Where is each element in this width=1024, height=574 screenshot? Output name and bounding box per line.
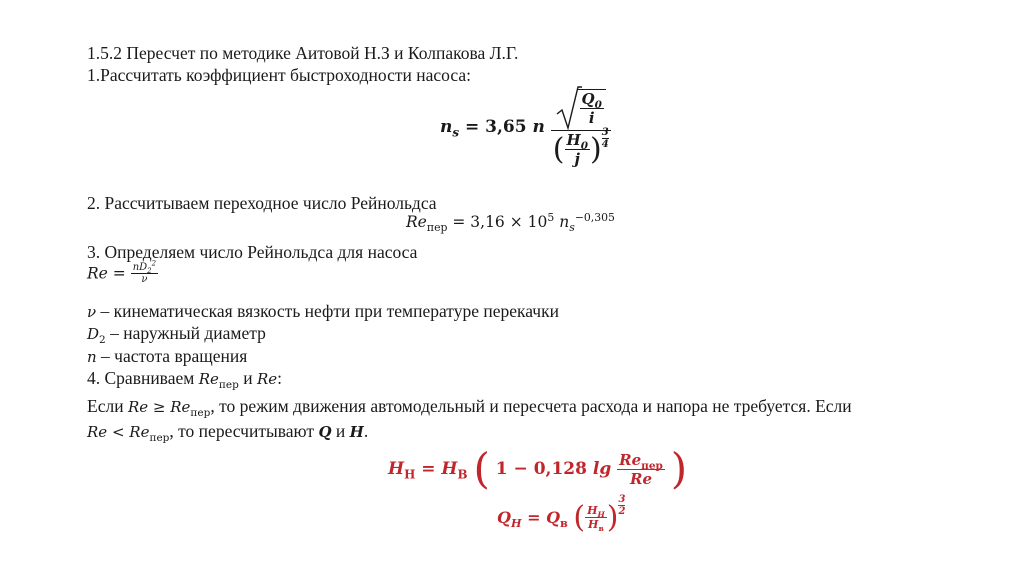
heading: 1.5.2 Пересчет по методике Аитовой Н.З и Колпакова Л.Г.	[87, 43, 519, 63]
condition-line-2: $Re < Re_{пер}$, то пересчитывают Q и H.	[87, 421, 369, 444]
step-1-text: 1.Рассчитать коэффициент быстроходности насоса:	[87, 65, 471, 85]
step-4-text: 4. Сравниваем $Re_{пер}$ и Re:	[87, 368, 282, 391]
formula-hh: $H_Н = H_В$ ( 1 − 0,128 lg $\frac{Re_{пер}}{Re}$ )	[388, 444, 688, 493]
formula-re: Re = $\frac{nD_2^2}{\nu}$	[87, 259, 157, 285]
step-3-text: 3. Определяем число Рейнольдса для насоса	[87, 242, 418, 262]
step-2-text: 2. Рассчитываем переходное число Рейнольдса	[87, 193, 437, 213]
definition-d2: $D_2$ – наружный диаметр	[87, 323, 266, 346]
formula-ns: $n_s = 3,65$ n $\frac{Q_0}{i}$ ( $\frac{H_0}{j}$ ) $\frac{3}{4}$	[440, 86, 611, 168]
formula-qh: $Q_H = Q_в$ ( $\frac{H_H}{H_в}$ ) $\frac{3}{2}$	[497, 494, 626, 535]
definition-nu: ν – кинематическая вязкость нефти при температуре перекачки	[87, 301, 559, 321]
definition-n: n – частота вращения	[87, 346, 248, 366]
formula-re-per: $Re_{пер} = 3,16 \times 10^5$ $n_s^{-0,305}$	[406, 210, 615, 235]
condition-line-1: Если $Re \ge Re_{пер}$, то режим движения автомодельный и пересчета расхода и напора не требуется. Если	[87, 396, 852, 419]
